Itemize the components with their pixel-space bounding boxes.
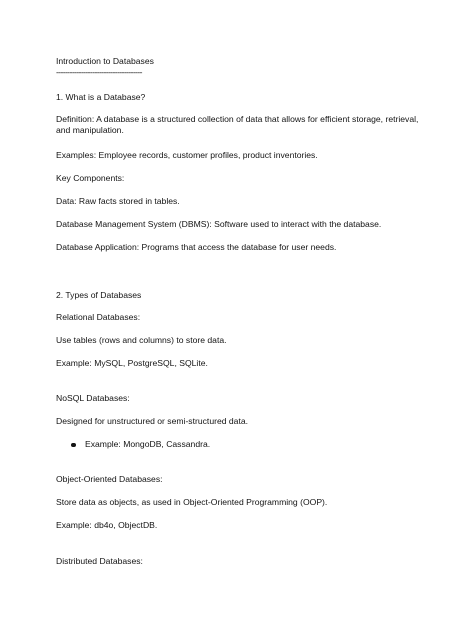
nosql-bullet-item (85, 439, 210, 450)
object-oriented-example: Example: db4o, ObjectDB. (56, 520, 158, 530)
nosql-heading: NoSQL Databases: (56, 393, 130, 403)
document-title: Introduction to Databases (56, 56, 154, 66)
relational-heading: Relational Databases: (56, 312, 141, 322)
nosql-description: Designed for unstructured or semi-structured data. (56, 416, 249, 426)
component-data: Data: Raw facts stored in tables. (56, 196, 180, 206)
definition-line-2: and manipulation. (56, 125, 124, 135)
title-underline: -------------------------------------- (56, 67, 142, 77)
component-dbms: Database Management System (DBMS): Software used to interact with the database. (56, 219, 382, 229)
key-components-heading: Key Components: (56, 173, 125, 183)
relational-description: Use tables (rows and columns) to store data. (56, 335, 227, 345)
object-oriented-description: Store data as objects, as used in Object-Oriented Programming (OOP). (56, 497, 328, 507)
examples-text: Examples: Employee records, customer profiles, product inventories. (56, 150, 318, 160)
bullet-icon (71, 443, 76, 448)
distributed-heading: Distributed Databases: (56, 556, 143, 566)
relational-example: Example: MySQL, PostgreSQL, SQLite. (56, 358, 208, 368)
object-oriented-heading: Object-Oriented Databases: (56, 474, 163, 484)
component-application: Database Application: Programs that access the database for user needs. (56, 242, 337, 252)
definition-line-1: Definition: A database is a structured collection of data that allows for efficient storage, retrieval, (56, 114, 419, 124)
nosql-example: Example: MongoDB, Cassandra. (85, 439, 211, 449)
section-1-heading: 1. What is a Database? (56, 92, 146, 102)
section-2-heading: 2. Types of Databases (56, 290, 142, 300)
